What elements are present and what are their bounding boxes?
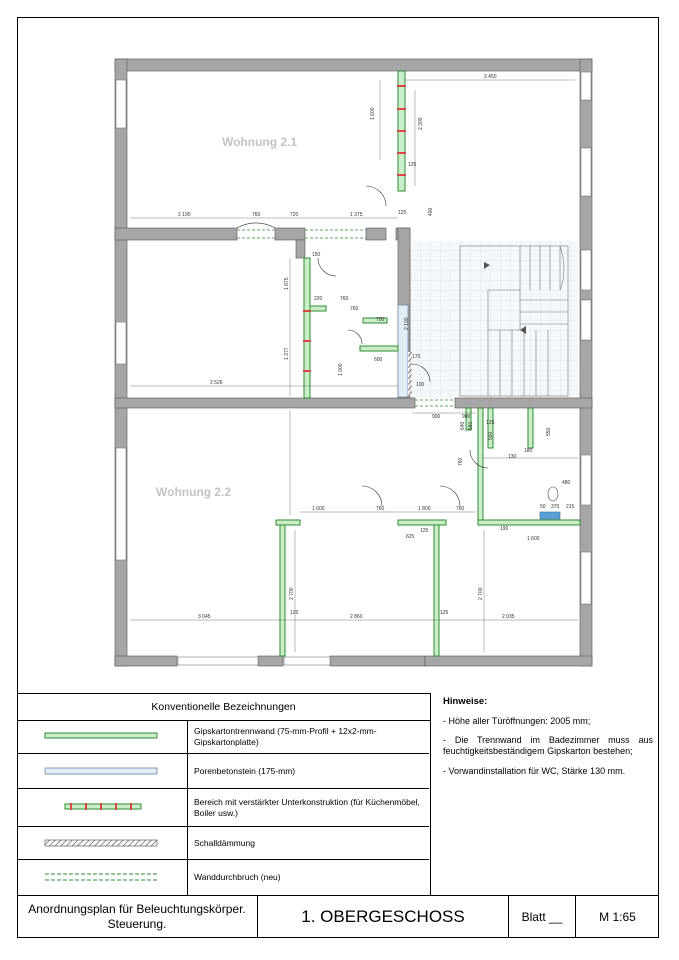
dim-label: 125 (420, 528, 429, 534)
dim-label: 480 (562, 480, 571, 486)
dim-label: 125 (486, 420, 495, 426)
dim-label: 600 (374, 357, 383, 363)
dim-label: 1 800 (418, 506, 431, 512)
dim-label: 125 (290, 610, 299, 616)
legend-text: Wanddurchbruch (neu) (194, 872, 281, 883)
dim-label: 2 700 (289, 587, 295, 600)
dim-label: 180 (524, 448, 533, 454)
drywall-symbol-graphic (17, 721, 187, 753)
reinforced-markers (303, 85, 406, 372)
dim-label: 190 (500, 526, 509, 532)
note-item: - Höhe aller Türöffnungen: 2005 mm; (443, 715, 591, 726)
legend-row-wall-opening (17, 860, 429, 895)
dim-label: 550 (546, 427, 552, 436)
insulation-symbol (17, 827, 188, 859)
dim-label: 125 (398, 210, 407, 216)
drawing-scale: M 1:65 (599, 910, 636, 924)
dim-label: 760 (350, 306, 359, 312)
dim-label: 3 450 (484, 74, 497, 80)
title-block (17, 895, 659, 938)
drawing-title: 1. OBERGESCHOSS (258, 896, 509, 938)
drawing-description: Anordnungsplan für Beleuchtungskörper. Steuerung. (17, 896, 258, 938)
dim-label: 640 (460, 421, 466, 430)
dim-label: 1 600 (370, 107, 376, 120)
dim-label: 400 (428, 207, 434, 216)
dim-label: 125 (440, 610, 449, 616)
dim-label: 2 860 (350, 614, 363, 620)
legend-text: Porenbetonstein (175-mm) (194, 765, 296, 776)
dim-label: 2 035 (502, 614, 515, 620)
dim-label: 220 (314, 296, 323, 302)
legend-text: Bereich mit verstärkter Unterkonstruktion (für Küchenmöbel, Boiler usw.) (194, 796, 420, 818)
dim-label: 2 190 (404, 317, 410, 330)
legend-text: Schalldämmung (194, 837, 255, 848)
notes-title: Hinweise: (443, 696, 488, 707)
porous-concrete-symbol (17, 754, 188, 788)
dim-label: 130 (508, 454, 517, 460)
stair-hall-floor (410, 241, 578, 398)
room-label-wohnung-2-2: Wohnung 2.2 (156, 485, 232, 499)
dim-label: 760 (252, 212, 261, 218)
dim-label: 550 (488, 431, 494, 440)
dim-label: 625 (406, 534, 415, 540)
dim-label: 1 375 (350, 212, 363, 218)
dim-label: 100 (416, 382, 425, 388)
dim-label: 125 (408, 162, 417, 168)
dim-label: 3 045 (198, 614, 211, 620)
sheet-number: Blatt __ (509, 896, 576, 938)
legend-row-drywall (17, 721, 429, 754)
dim-label: 760 (458, 457, 464, 466)
porous-concrete-symbol-graphic (17, 754, 187, 788)
dim-label: 1 000 (338, 363, 344, 376)
dim-label: 700 (376, 317, 385, 323)
dim-label: 1 875 (284, 277, 290, 290)
dim-label: 1 600 (312, 506, 325, 512)
dim-label: 760 (456, 506, 465, 512)
dim-label: 900 (462, 414, 471, 420)
legend-text: Gipskartontrennwand (75-mm-Profil + 12x2-mm-Gipskartonplatte) (194, 726, 377, 747)
reinforced-symbol (17, 789, 188, 826)
dim-label: 215 (566, 504, 575, 510)
dim-label: 760 (340, 296, 349, 302)
dim-label: 2 700 (478, 587, 484, 600)
wall-opening-symbol-graphic (17, 860, 187, 895)
dim-label: 150 (312, 252, 321, 258)
legend-header: Konventionelle Bezeichnungen (17, 694, 430, 721)
legend-row-porous-concrete (17, 754, 429, 789)
dim-label: 900 (432, 414, 441, 420)
dim-label: 1 600 (527, 536, 540, 542)
dim-label: 1 377 (284, 347, 290, 360)
dim-label: 550 (468, 421, 474, 430)
legend-row-reinforced (17, 789, 429, 827)
dim-label: 2 300 (418, 117, 424, 130)
note-item: - Die Trennwand im Badezimmer muss aus feuchtigkeitsbeständigem Gipskarton bestehen; (443, 735, 653, 757)
notes-section (443, 696, 653, 785)
reinforced-symbol-graphic (17, 789, 187, 826)
wall-opening-symbol (17, 860, 188, 895)
dim-label: 2 190 (178, 212, 191, 218)
legend-table (17, 693, 431, 895)
room-label-wohnung-2-1: Wohnung 2.1 (222, 135, 298, 149)
wc-bowl (548, 487, 558, 501)
dim-label: 760 (376, 506, 385, 512)
legend-row-insulation (17, 827, 429, 860)
drywall-symbol (17, 721, 188, 753)
dim-label: 720 (290, 212, 299, 218)
insulation-symbol-graphic (17, 827, 187, 859)
wc-installation (540, 512, 560, 519)
dim-label: 170 (412, 354, 421, 360)
dim-label: 50 (540, 504, 546, 510)
dim-label: 370 (551, 504, 560, 510)
dim-label: 2 526 (210, 380, 223, 386)
note-item: - Vorwandinstallation für WC, Stärke 130 mm. (443, 765, 626, 776)
